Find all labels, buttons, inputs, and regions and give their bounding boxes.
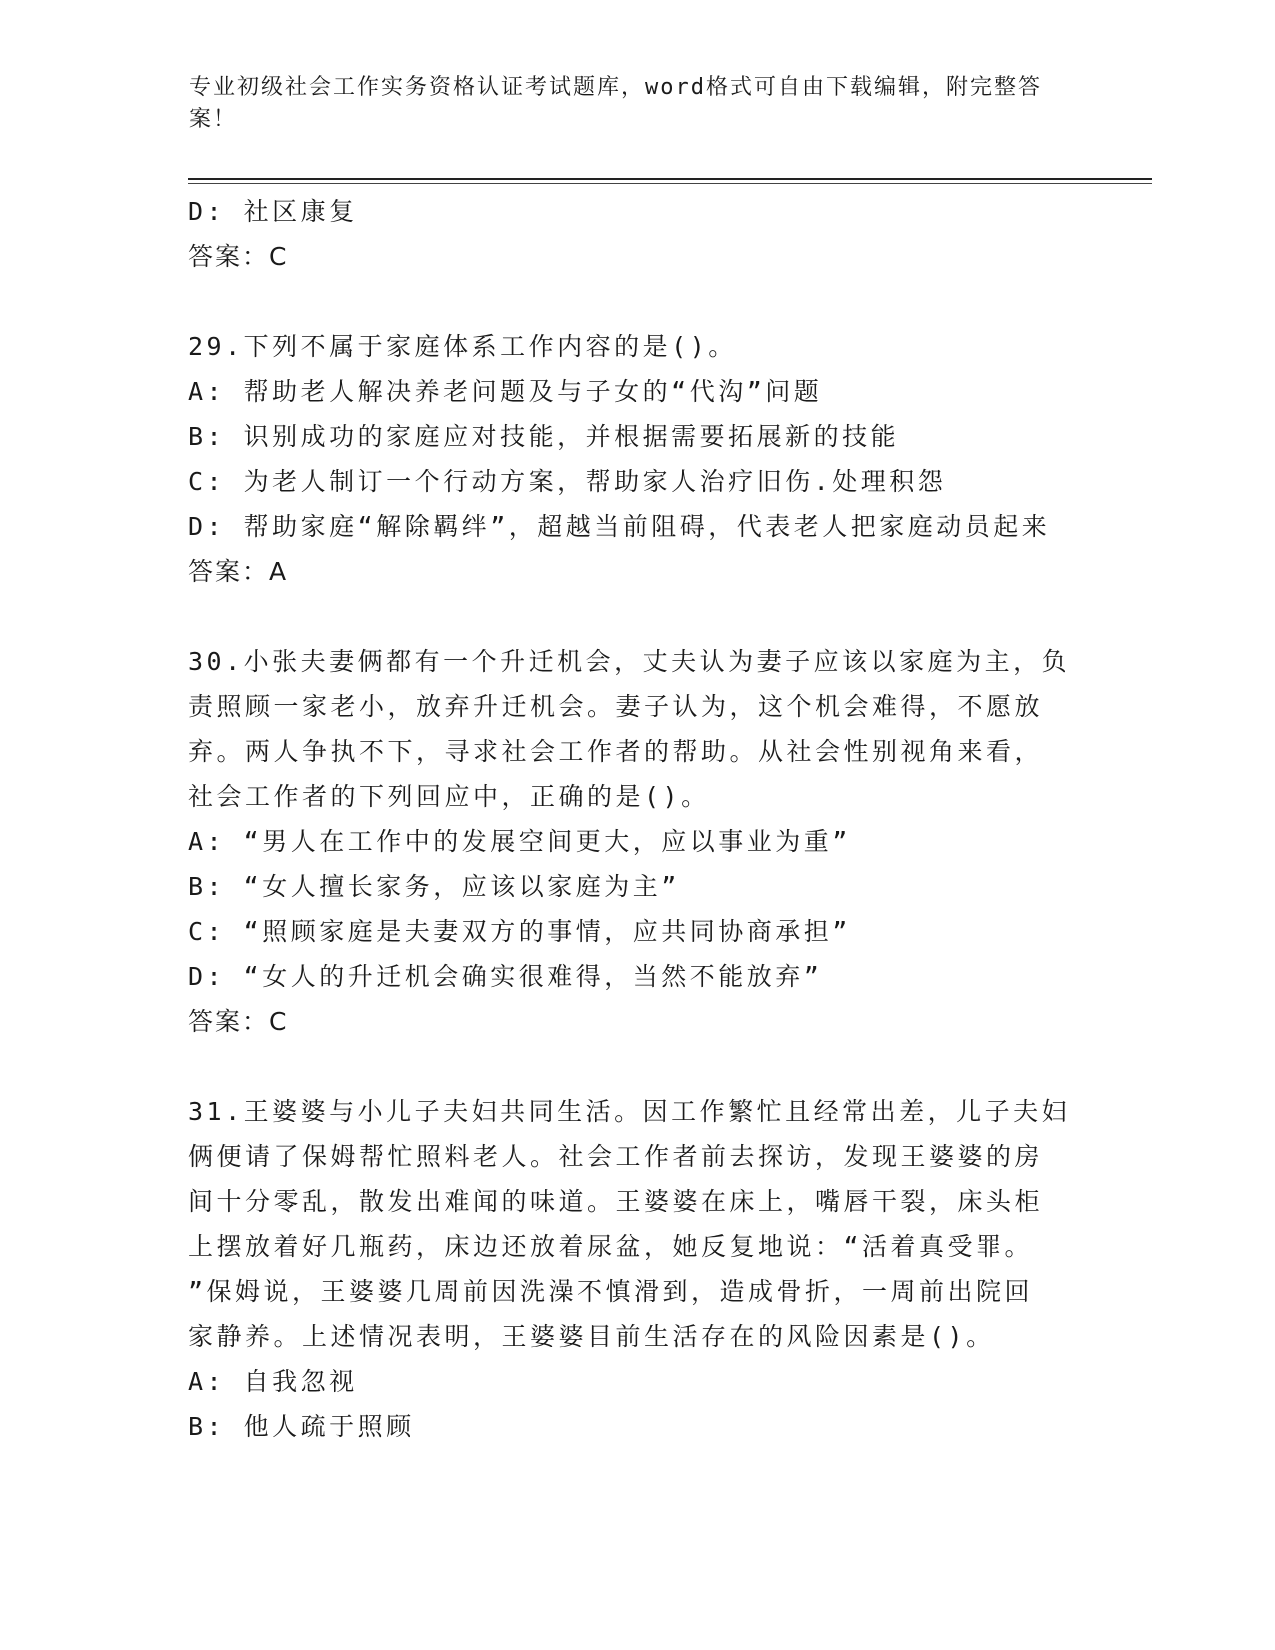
option-b: B: 他人疏于照顾 [188,1412,415,1441]
question-content [188,189,1088,1449]
question-stem-line: 弃。两人争执不下，寻求社会工作者的帮助。从社会性别视角来看， [188,737,1044,766]
question-stem-line: 责照顾一家老小，放弃升迁机会。妻子认为，这个机会难得，不愿放 [188,692,1044,721]
question-stem-line: 30.小张夫妻俩都有一个升迁机会，丈夫认为妻子应该以家庭为主，负 [188,647,1071,676]
question-stem: 29.下列不属于家庭体系工作内容的是()。 [188,332,737,361]
answer-line: 答案：A [188,557,289,586]
spacer [188,279,1088,324]
option-b: B: 识别成功的家庭应对技能，并根据需要拓展新的技能 [188,422,900,451]
question-stem-line: 间十分零乱，散发出难闻的味道。王婆婆在床上，嘴唇干裂，床头柜 [188,1187,1044,1216]
header-divider-thick [188,178,1152,180]
option-d: D: 社区康复 [188,197,358,226]
option-c: C: “照顾家庭是夫妻双方的事情，应共同协商承担” [188,917,851,946]
question-30 [188,639,1088,1044]
option-c: C: 为老人制订一个行动方案，帮助家人治疗旧伤.处理积怨 [188,467,947,496]
option-a: A: 帮助老人解决养老问题及与子女的“代沟”问题 [188,377,823,406]
question-29 [188,324,1088,594]
option-d: D: “女人的升迁机会确实很难得，当然不能放弃” [188,962,823,991]
header-divider-thin [188,183,1152,184]
spacer [188,594,1088,639]
question-stem-line: 31.王婆婆与小儿子夫妇共同生活。因工作繁忙且经常出差，儿子夫妇 [188,1097,1071,1126]
question-stem-line: 上摆放着好几瓶药，床边还放着尿盆，她反复地说：“活着真受罪。 [188,1232,1034,1261]
spacer [188,1044,1088,1089]
page-header: 专业初级社会工作实务资格认证考试题库，word格式可自由下载编辑，附完整答案！ [189,75,1042,132]
question-stem-line: 家静养。上述情况表明，王婆婆目前生活存在的风险因素是()。 [188,1322,995,1351]
question-stem-line: ”保姆说，王婆婆几周前因洗澡不慎滑到，造成骨折，一周前出院回 [188,1277,1034,1306]
option-a: A: “男人在工作中的发展空间更大，应以事业为重” [188,827,851,856]
option-d: D: 帮助家庭“解除羁绊”，超越当前阻碍，代表老人把家庭动员起来 [188,512,1051,541]
answer-line: 答案：C [188,242,289,271]
question-stem-line: 俩便请了保姆帮忙照料老人。社会工作者前去探访，发现王婆婆的房 [188,1142,1044,1171]
question-31 [188,1089,1088,1449]
question-stem-line: 社会工作者的下列回应中，正确的是()。 [188,782,710,811]
option-b: B: “女人擅长家务，应该以家庭为主” [188,872,680,901]
option-a: A: 自我忽视 [188,1367,358,1396]
answer-line: 答案：C [188,1007,289,1036]
